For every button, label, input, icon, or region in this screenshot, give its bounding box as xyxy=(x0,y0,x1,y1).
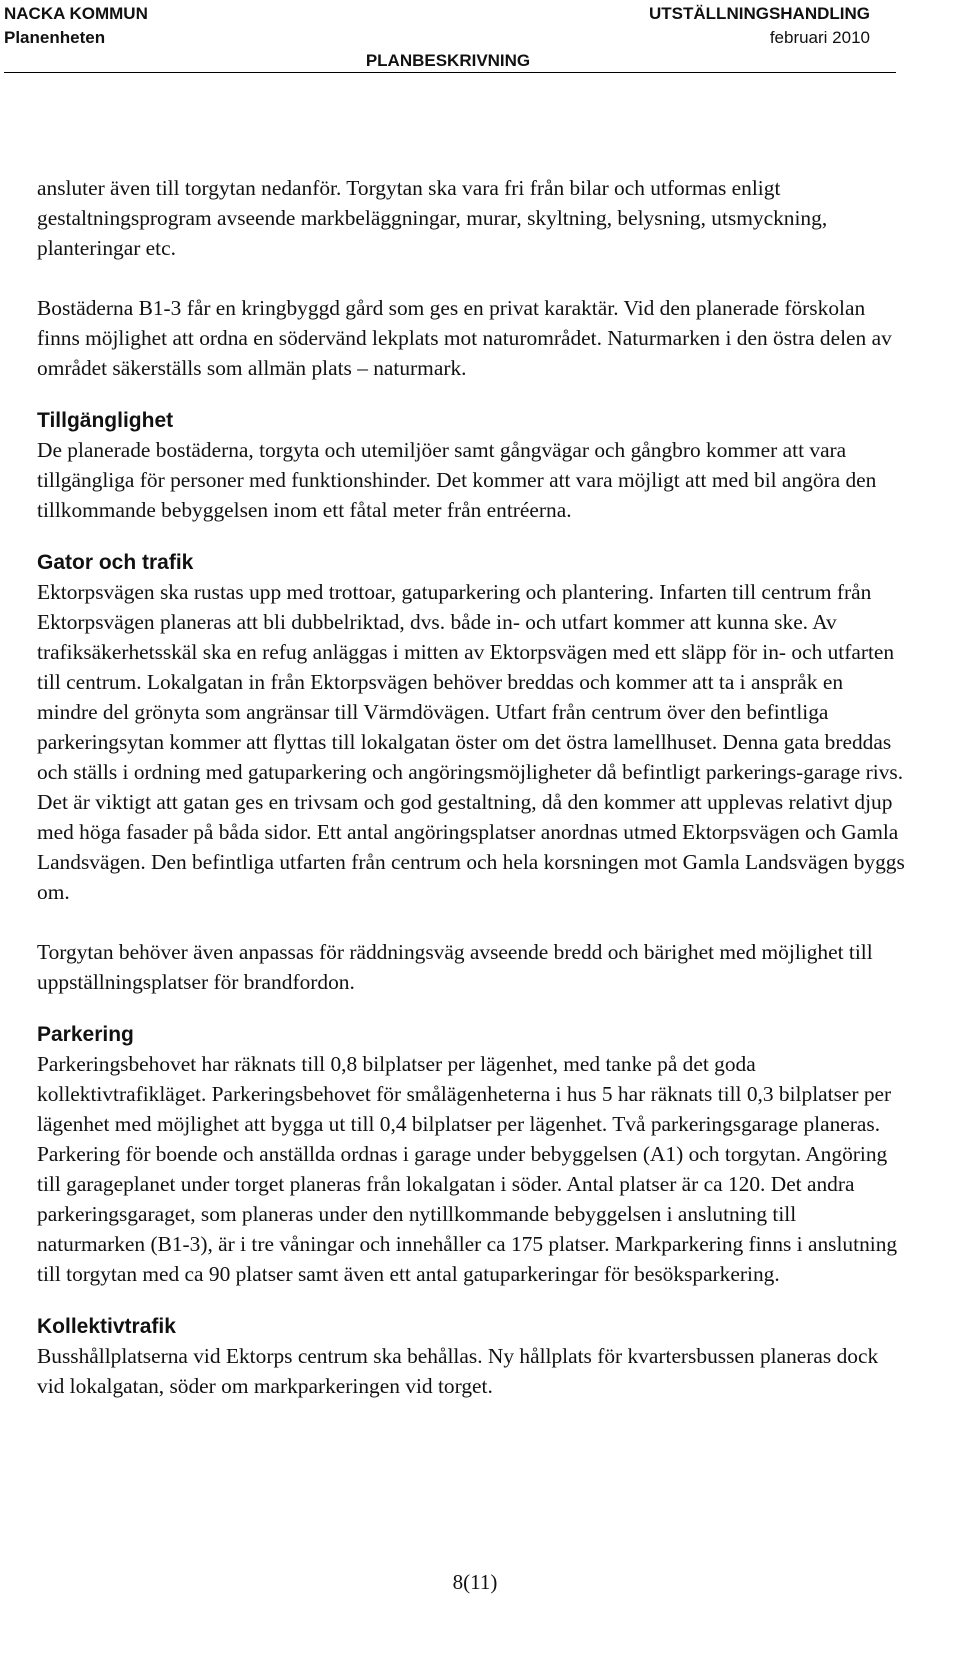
paragraph-bostaderna: Bostäderna B1-3 får en kringbyggd gård som ges en privat karaktär. Vid den planerade förskolan finns möjlighet att ordna en södervänd lekplats mot naturområdet. Naturmarken i den östra delen av området säkerställs som allmän plats – naturmark. xyxy=(37,296,892,380)
page-number: 8(11) xyxy=(452,1570,498,1594)
heading-kollektivtrafik: Kollektivtrafik xyxy=(37,1315,176,1338)
paragraph-torgytan: ansluter även till torgytan nedanför. Torgytan ska vara fri från bilar och utformas enligt gestaltningsprogram avseende markbeläggningar, murar, skyltning, belysning, utsmyckning, planteringar etc. xyxy=(37,176,828,260)
header-divider xyxy=(4,72,896,73)
header-date: februari 2010 xyxy=(769,28,870,47)
header-document-type: PLANBESKRIVNING xyxy=(365,51,531,70)
heading-parkering: Parkering xyxy=(37,1023,134,1046)
paragraph-parkering: Parkeringsbehovet har räknats till 0,8 bilplatser per lägenhet, med tanke på det goda kollektivtrafikläget. Parkeringsbehovet för smålägenheterna i hus 5 har räknats till 0,3 bilplatser per lägenhet med möjlighet att bygga ut till 0,4 bilplatser per lägenhet. Två parkeringsgarage planeras. Parkering för boende och anställda ordnas i garage under bebyggelsen (A1) och torgytan. Angöring till garageplanet under torget planeras från lokalgatan i söder. Antal platser är ca 120. Det andra parkeringsgaraget, som planeras under den nytillkommande bebyggelsen i anslutning till naturmarken (B1-3), är i tre våningar och innehåller ca 175 platser. Markparkering finns i anslutning till torgytan med ca 90 platser samt även ett antal gatuparkeringar för besöksparkering. xyxy=(37,1052,898,1286)
paragraph-tillganglighet: De planerade bostäderna, torgyta och utemiljöer samt gångvägar och gångbro kommer att vara tillgängliga för personer med funktionshinder. Det kommer att vara möjligt att med bil angöra den tillkommande bebyggelsen inom ett fåtal meter från entréerna. xyxy=(37,438,877,522)
paragraph-torgytan-raddningsvag: Torgytan behöver även anpassas för räddningsväg avseende bredd och bärighet med möjlighet till uppställningsplatser för brandfordon. xyxy=(37,940,873,994)
paragraph-kollektivtrafik: Busshållplatserna vid Ektorps centrum ska behållas. Ny hållplats för kvartersbussen planeras dock vid lokalgatan, söder om markparkeringen vid torget. xyxy=(37,1344,879,1398)
document-body xyxy=(37,173,907,1401)
header-unit: Planenheten xyxy=(4,28,106,47)
paragraph-gator-och-trafik: Ektorpsvägen ska rustas upp med trottoar, gatuparkering och plantering. Infarten till centrum från Ektorpsvägen planeras att bli dubbelriktad, dvs. både in- och utfart kommer att kunna ske. Av trafiksäkerhetsskäl ska en refug anläggas i mitten av Ektorpsvägen med ett släpp för in- och utfarten till centrum. Lokalgatan in från Ektorpsvägen behöver breddas och kommer att ta i anspråk en mindre del grönyta som angränsar till Värmdövägen. Utfart från centrum över den befintliga parkeringsytan kommer att flyttas till lokalgatan öster om det östra lamellhuset. Denna gata breddas och ställs i ordning med gatuparkering och angöringsmöjligheter då befintligt parkerings-garage rivs. Det är viktigt att gatan ges en trivsam och god gestaltning, då den kommer att upplevas relativt djup med höga fasader på båda sidor. Ett antal angöringsplatser anordnas utmed Ektorpsvägen och Gamla Landsvägen. Den befintliga utfarten från centrum och hela korsningen mot Gamla Landsvägen byggs om. xyxy=(37,580,905,904)
header-organization: NACKA KOMMUN xyxy=(4,4,148,23)
header-status: UTSTÄLLNINGSHANDLING xyxy=(649,4,870,23)
heading-gator-och-trafik: Gator och trafik xyxy=(37,551,194,574)
heading-tillganglighet: Tillgänglighet xyxy=(37,409,174,432)
